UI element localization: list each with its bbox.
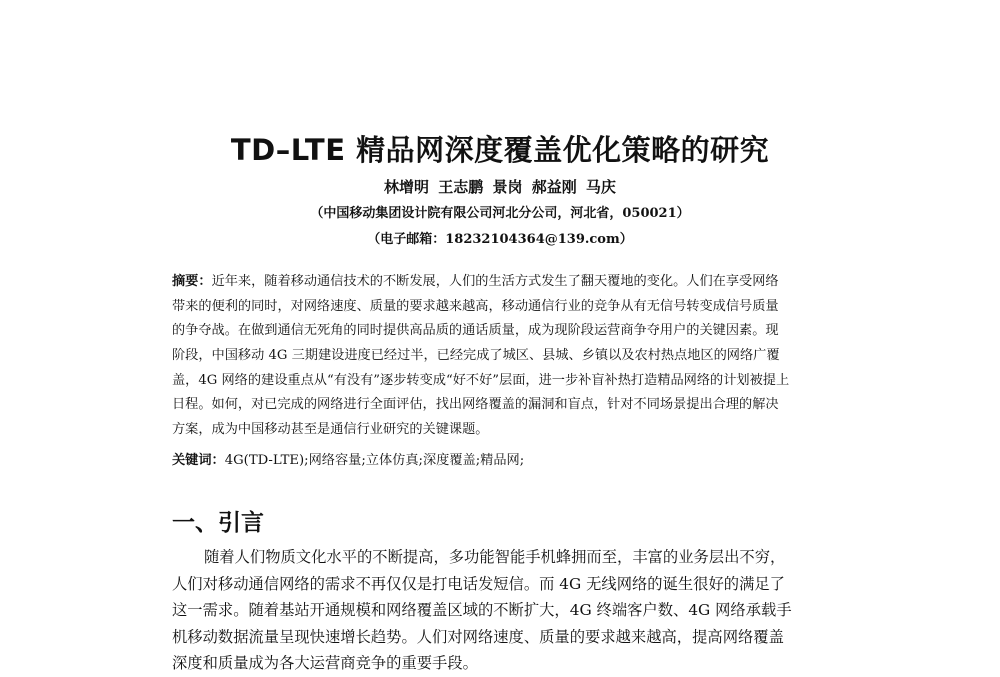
abstract-line: 带来的便利的同时，对网络速度、质量的要求越来越高，移动通信行业的竞争从有无信号转变成信号质量 (172, 298, 779, 314)
body-line: 人们对移动通信网络的需求不再仅仅是打电话发短信。而 4G 无线网络的诞生很好的满足了 (172, 574, 785, 593)
abstract (172, 270, 858, 443)
body-line: 深度和质量成为各大运营商竞争的重要手段。 (172, 654, 478, 672)
abstract-line (172, 270, 858, 295)
body-line: 机移动数据流量呈现快速增长趋势。人们对网络速度、质量的要求越来越高，提高网络覆盖 (172, 627, 784, 646)
body-text (172, 544, 864, 677)
section-heading: 一、引言 (172, 510, 264, 536)
body-line: 这一需求。随着基站开通规模和网络覆盖区域的不断扩大，4G 终端客户数、4G 网络承载手 (172, 601, 792, 619)
abstract-line: 方案，成为中国移动甚至是通信行业研究的关键课题。 (172, 422, 489, 438)
abstract-line: 阶段，中国移动 4G 三期建设进度已经过半，已经完成了城区、县城、乡镇以及农村热点地区的网络广覆 (172, 348, 780, 364)
paper-title: TD–LTE 精品网深度覆盖优化策略的研究 (230, 133, 770, 167)
keywords-label: 关键词： (172, 453, 225, 468)
author-email: （电子邮箱：18232104364@139.com） (367, 232, 633, 247)
keywords (172, 449, 524, 468)
author-list: 林增明 王志鹏 景岗 郝益刚 马庆 (384, 178, 616, 196)
body-line: 随着人们物质文化水平的不断提高，多功能智能手机蜂拥而至，丰富的业务层出不穷， (204, 548, 786, 566)
affiliation: （中国移动集团设计院有限公司河北分公司，河北省，050021） (310, 206, 690, 221)
abstract-label: 摘要： (172, 274, 212, 289)
abstract-line: 的争夺战。在做到通信无死角的同时提供高品质的通话质量，成为现阶段运营商争夺用户的关键因素。现 (172, 323, 779, 339)
keywords-text: 4G(TD-LTE);网络容量;立体仿真;深度覆盖;精品网; (224, 453, 525, 468)
abstract-text: 近年来，随着移动通信技术的不断发展，人们的生活方式发生了翻天覆地的变化。人们在享受网络 (211, 274, 779, 289)
abstract-line: 日程。如何，对已完成的网络进行全面评估，找出网络覆盖的漏洞和盲点，针对不同场景提出合理的解决 (172, 397, 779, 413)
abstract-line: 盖，4G 网络的建设重点从“有没有”逐步转变成“好不好”层面，进一步补盲补热打造精品网络的计划被提上 (172, 372, 790, 388)
